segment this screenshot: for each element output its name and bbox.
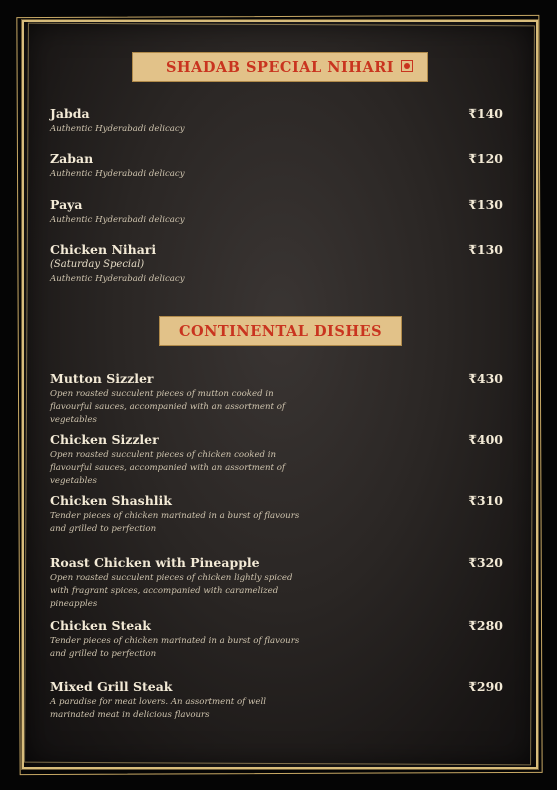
item-price: ₹130 xyxy=(468,197,503,212)
item-description: Open roasted succulent pieces of chicken cooked in flavourful sauces, accompanied with an assortment of vegetables xyxy=(50,450,286,486)
menu-item-chicken-shashlik xyxy=(50,493,510,536)
veg-symbol-icon xyxy=(401,60,413,72)
item-name: Mixed Grill Steak xyxy=(50,679,173,694)
item-note: (Saturday Special) xyxy=(50,259,145,270)
item-price: ₹280 xyxy=(468,618,503,633)
item-description: Authentic Hyderabadi delicacy xyxy=(50,274,185,284)
section-title: CONTINENTAL DISHES xyxy=(178,322,383,340)
menu-item-chicken-steak xyxy=(50,618,510,661)
item-description: Tender pieces of chicken marinated in a burst of flavours and grilled to perfection xyxy=(50,511,300,534)
item-description: Authentic Hyderabadi delicacy xyxy=(50,169,185,179)
item-name: Chicken Shashlik xyxy=(50,493,172,508)
item-name: Chicken Nihari xyxy=(50,242,157,257)
section-title: SHADAB SPECIAL NIHARI xyxy=(165,58,395,76)
menu-item-zaban xyxy=(50,151,510,181)
item-price: ₹400 xyxy=(468,432,503,447)
item-name: Paya xyxy=(50,197,83,212)
item-price: ₹120 xyxy=(468,151,503,166)
menu-item-jabda xyxy=(50,106,510,136)
item-description: Open roasted succulent pieces of chicken lightly spiced with fragrant spices, accompanied with caramelized pineapples xyxy=(50,573,293,609)
menu-item-roast-chicken-pineapple xyxy=(50,555,510,611)
item-description: Open roasted succulent pieces of mutton cooked in flavourful sauces, accompanied with an assortment of vegetables xyxy=(50,389,286,425)
item-description: A paradise for meat lovers. An assortment of well marinated meat in delicious flavours xyxy=(50,697,266,720)
item-price: ₹320 xyxy=(468,555,503,570)
item-name: Jabda xyxy=(50,106,90,121)
menu-item-chicken-nihari xyxy=(50,242,510,286)
menu-item-mutton-sizzler xyxy=(50,371,510,427)
item-price: ₹430 xyxy=(468,371,503,386)
menu-item-paya xyxy=(50,197,510,227)
item-price: ₹310 xyxy=(468,493,503,508)
item-description: Tender pieces of chicken marinated in a burst of flavours and grilled to perfection xyxy=(50,636,300,659)
item-description: Authentic Hyderabadi delicacy xyxy=(50,124,185,134)
menu-item-mixed-grill-steak xyxy=(50,679,510,722)
item-price: ₹130 xyxy=(468,242,503,257)
item-name: Roast Chicken with Pineapple xyxy=(50,555,260,570)
item-description: Authentic Hyderabadi delicacy xyxy=(50,215,185,225)
item-name: Chicken Sizzler xyxy=(50,432,159,447)
menu-item-chicken-sizzler xyxy=(50,432,510,488)
section-banner-continental xyxy=(159,316,402,346)
item-price: ₹290 xyxy=(468,679,503,694)
item-name: Mutton Sizzler xyxy=(50,371,154,386)
item-price: ₹140 xyxy=(468,106,503,121)
section-banner-nihari xyxy=(132,52,428,82)
item-name: Zaban xyxy=(50,151,94,166)
item-name: Chicken Steak xyxy=(50,618,151,633)
